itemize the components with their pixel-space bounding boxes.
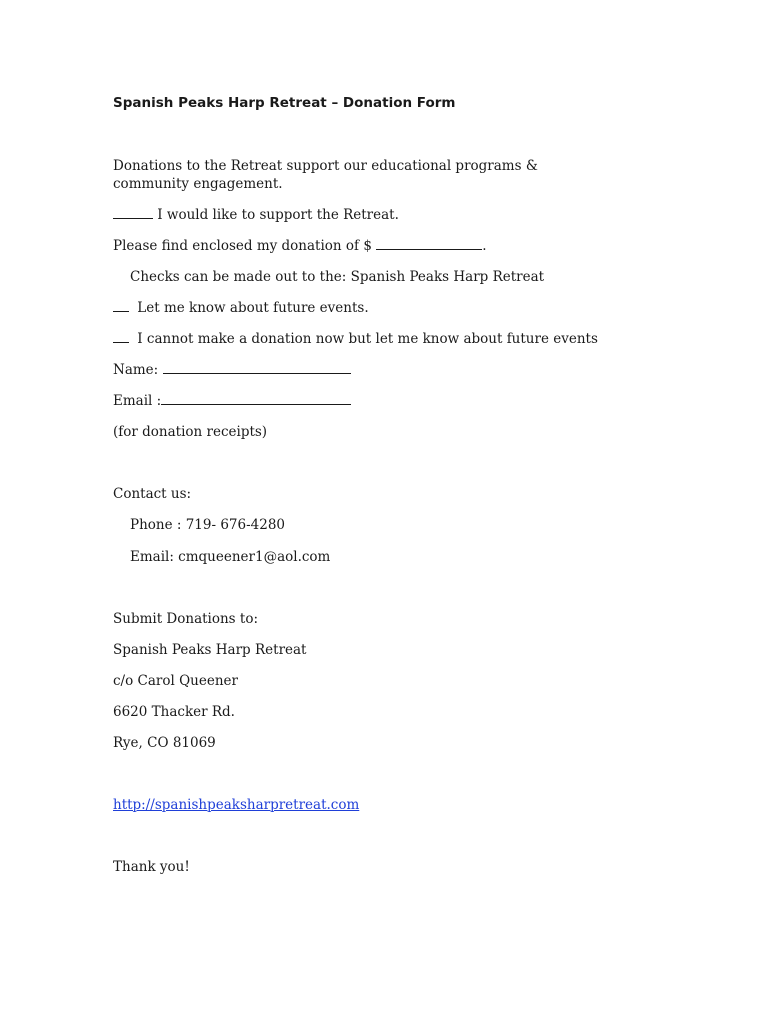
donation-amount-row — [113, 237, 487, 255]
future-events-label: Let me know about future events. — [137, 300, 369, 316]
website-link[interactable]: http://spanishpeaksharpretreat.com — [113, 797, 360, 813]
no-donation-row — [113, 330, 598, 348]
no-donation-blank[interactable] — [113, 330, 129, 343]
website-row — [113, 796, 359, 814]
form-title: Spanish Peaks Harp Retreat – Donation Form — [113, 95, 456, 111]
contact-email: Email: cmqueener1@aol.com — [130, 549, 331, 565]
donation-amount-blank[interactable] — [376, 237, 482, 250]
intro-paragraph: Donations to the Retreat support our educational programs & community engagement. — [113, 158, 538, 192]
contact-heading: Contact us: — [113, 486, 192, 502]
future-events-row — [113, 299, 369, 317]
email-label: Email : — [113, 393, 162, 409]
submit-heading: Submit Donations to: — [113, 611, 258, 627]
no-donation-label: I cannot make a donation now but let me know about future events — [137, 331, 598, 347]
email-row — [113, 392, 351, 410]
submit-city: Rye, CO 81069 — [113, 735, 216, 751]
donation-label: Please find enclosed my donation of $ — [113, 238, 372, 254]
submit-street: 6620 Thacker Rd. — [113, 704, 235, 720]
contact-phone: Phone : 719- 676-4280 — [130, 517, 286, 533]
submit-care-of: c/o Carol Queener — [113, 673, 238, 689]
support-row — [113, 206, 399, 224]
name-label: Name: — [113, 362, 159, 378]
support-blank[interactable] — [113, 206, 153, 219]
email-field[interactable] — [161, 392, 351, 405]
support-label: I would like to support the Retreat. — [157, 207, 399, 223]
closing-text: Thank you! — [113, 859, 190, 875]
submit-org: Spanish Peaks Harp Retreat — [113, 642, 307, 658]
donation-suffix: . — [482, 238, 487, 254]
name-row — [113, 361, 351, 379]
checks-line: Checks can be made out to the: Spanish Peaks Harp Retreat — [130, 269, 545, 285]
name-field[interactable] — [163, 361, 351, 374]
future-events-blank[interactable] — [113, 299, 129, 312]
receipt-note: (for donation receipts) — [113, 424, 268, 440]
